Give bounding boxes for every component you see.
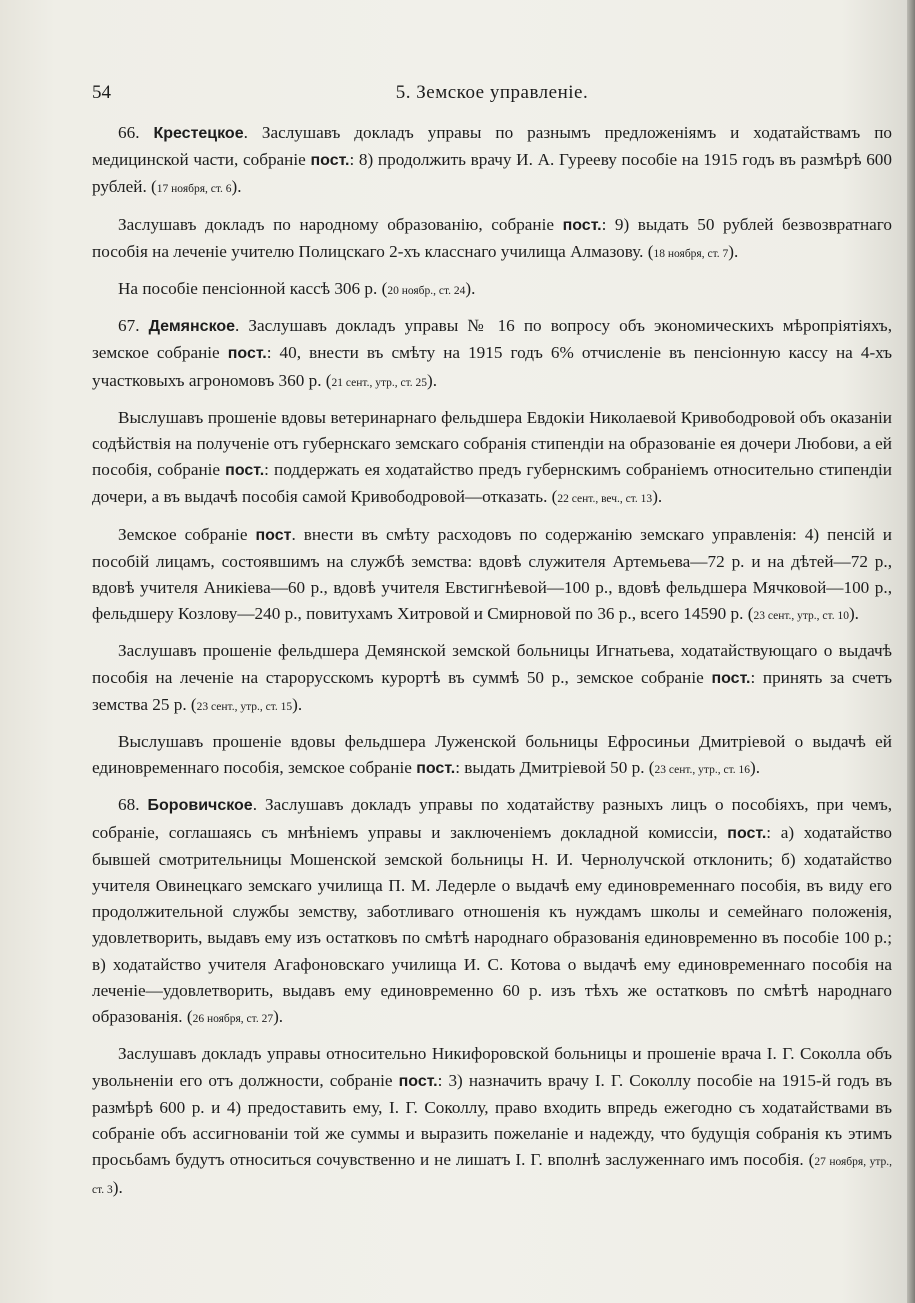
paragraph: 66. Крестецкое. Заслушавъ докладъ управы по разнымъ предложеніямъ и ходатайствамъ по медицинской части, собраніе пост.: 8) продолжить врачу И. А. Гурееву пособіе на 1915 годъ въ размѣрѣ 600 рублей. (17 ноября, ст. 6). xyxy=(92,123,892,197)
running-head: 5. Земское управленіе. xyxy=(395,82,589,103)
resolution-keyword: пост. xyxy=(562,216,602,234)
paragraph: Заслушавъ прошеніе фельдшера Демянской земской больницы Игнатьева, ходатайствующаго о выдачѣ пособія на леченіе на старорусскомъ курортѣ въ суммѣ 50 р., земское собраніе пост.: принять за счетъ земства 25 р. (23 сент., утр., ст. 15). xyxy=(92,641,893,714)
source-reference: 21 сент., утр., ст. 25 xyxy=(331,376,428,389)
district-name: Демянское xyxy=(148,318,236,336)
paragraph: Заслушавъ докладъ управы относительно Никифоровской больницы и прошеніе врача І. Г. Соколла объ увольненіи его отъ должности, собраніе пост.: 3) назначить врачу І. Г. Соколлу пособіе на 1915-й годъ въ размѣрѣ 600 р. и 4) предоставить ему, І. Г. Соколлу, право входить впредь ежегодно съ ходатайствами въ собраніе объ ассигнованіи той же суммы и выразить пожеланіе и надежду, что будущія собранія къ этимъ просьбамъ будутъ относиться сочувственно и не лишатъ І. Г. вполнѣ заслуженнаго имъ пособія. (27 ноября, утр., ст. 3). xyxy=(92,1044,892,1198)
resolution-keyword: пост. xyxy=(727,824,767,842)
paragraph: 68. Боровичское. Заслушавъ докладъ управы по ходатайству разныхъ лицъ о пособіяхъ, при чемъ, собраніе, соглашаясь съ мнѣніемъ управы и заключеніемъ докладной комиссіи, пост.: а) ходатайство бывшей смотрительницы Мошенской земской больницы Н. И. Чернолучской отклонить; б) ходатайство учителя Овинецкаго земскаго училища П. М. Ледерле о выдачѣ ему единовременнаго пособія, въ виду его продолжительной службы земству, заботливаго отношенія къ нуждамъ школы и семейнаго положенія, удовлетворить, выдавъ ему изъ остатковъ по смѣтѣ народнаго образованія единовременно въ пособіе 100 р.; в) ходатайство учителя Агафоновскаго училища И. С. Котова о выдачѣ ему единовременнаго пособія на леченіе—удовлетворить, выдавъ ему единовременно 60 р. изъ тѣхъ же остатковъ по смѣтѣ народнаго образованія. (26 ноября, ст. 27). xyxy=(92,795,892,1027)
source-reference: 26 ноября, ст. 27 xyxy=(192,1013,274,1026)
source-reference: 17 ноября, ст. 6 xyxy=(156,183,232,196)
source-reference: 22 сент., веч., ст. 13 xyxy=(557,493,653,506)
source-reference: 23 сент., утр., ст. 16 xyxy=(654,764,750,777)
resolution-keyword: пост xyxy=(255,526,292,544)
paragraph: Земское собраніе пост. внести въ смѣту расходовъ по содержанію земскаго управленія: 4) пенсій и пособій лицамъ, состоявшимъ на службѣ земства: вдовѣ служителя Артемьева—72 р. и на дѣтей—72 р., вдовѣ учителя Аникіева—60 р., вдовѣ учителя Евстигнѣевой—100 р., вдовѣ фельдшера Мячковой—100 р., фельдшеру Козлову—240 р., повитухамъ Хитровой и Смирновой по 36 р., всего 14590 р. (23 сент., утр., ст. 10). xyxy=(92,524,892,624)
paragraph: Выслушавъ прошеніе вдовы фельдшера Луженской больницы Ефросиньи Дмитріевой о выдачѣ ей единовременнаго пособія, земское собраніе пост.: выдать Дмитріевой 50 р. (23 сент., утр., ст. 16). xyxy=(92,732,892,778)
document-body xyxy=(92,120,892,1213)
source-reference: 23 сент., утр., ст. 10 xyxy=(753,610,849,623)
resolution-keyword: пост. xyxy=(227,345,267,363)
page-header xyxy=(92,82,892,106)
resolution-keyword: пост. xyxy=(310,152,350,170)
resolution-keyword: пост. xyxy=(225,462,265,480)
source-reference: 23 сент., утр., ст. 15 xyxy=(196,700,293,713)
resolution-keyword: пост. xyxy=(416,760,456,778)
resolution-keyword: пост. xyxy=(398,1072,438,1090)
district-name: Боровичское xyxy=(147,797,253,815)
paragraph: Выслушавъ прошеніе вдовы ветеринарнаго фельдшера Евдокіи Николаевой Кривободровой объ оказаніи содѣйствія на полученіе отъ губернскаго земскаго собранія стипендіи на образованіе ея дочери Любови, а ей пособія, собраніе пост.: поддержать ея ходатайство предъ губернскимъ собраніемъ относительно стипендіи дочери, а въ выдачѣ пособія самой Кривободровой—отказать. (22 сент., веч., ст. 13). xyxy=(92,407,892,507)
page-edge xyxy=(907,0,915,1303)
district-name: Крестецкое xyxy=(153,125,244,142)
paragraph: 67. Демянское. Заслушавъ докладъ управы № 16 по вопросу объ экономическихъ мѣропріятіяхъ, земское собраніе пост.: 40, внести въ смѣту на 1915 годъ 6% отчисленіе въ пенсіонную кассу на 4-хъ участковыхъ агрономовъ 360 р. (21 сент., утр., ст. 25). xyxy=(92,316,892,390)
paragraph: На пособіе пенсіонной кассѣ 306 р. (20 ноябр., ст. 24). xyxy=(118,279,476,299)
source-reference: 20 ноябр., ст. 24 xyxy=(387,285,466,298)
paragraph: Заслушавъ докладъ по народному образованію, собраніе пост.: 9) выдать 50 рублей безвозвратнаго пособія на леченіе учителю Полицскаго 2-хъ класснаго училища Алмазову. (18 ноября, ст. 7). xyxy=(92,214,892,261)
source-reference: 18 ноября, ст. 7 xyxy=(653,247,729,260)
resolution-keyword: пост. xyxy=(711,669,751,687)
page-number: 54 xyxy=(92,82,111,103)
source-reference: 27 ноября, утр., ст. 3 xyxy=(92,1156,892,1197)
